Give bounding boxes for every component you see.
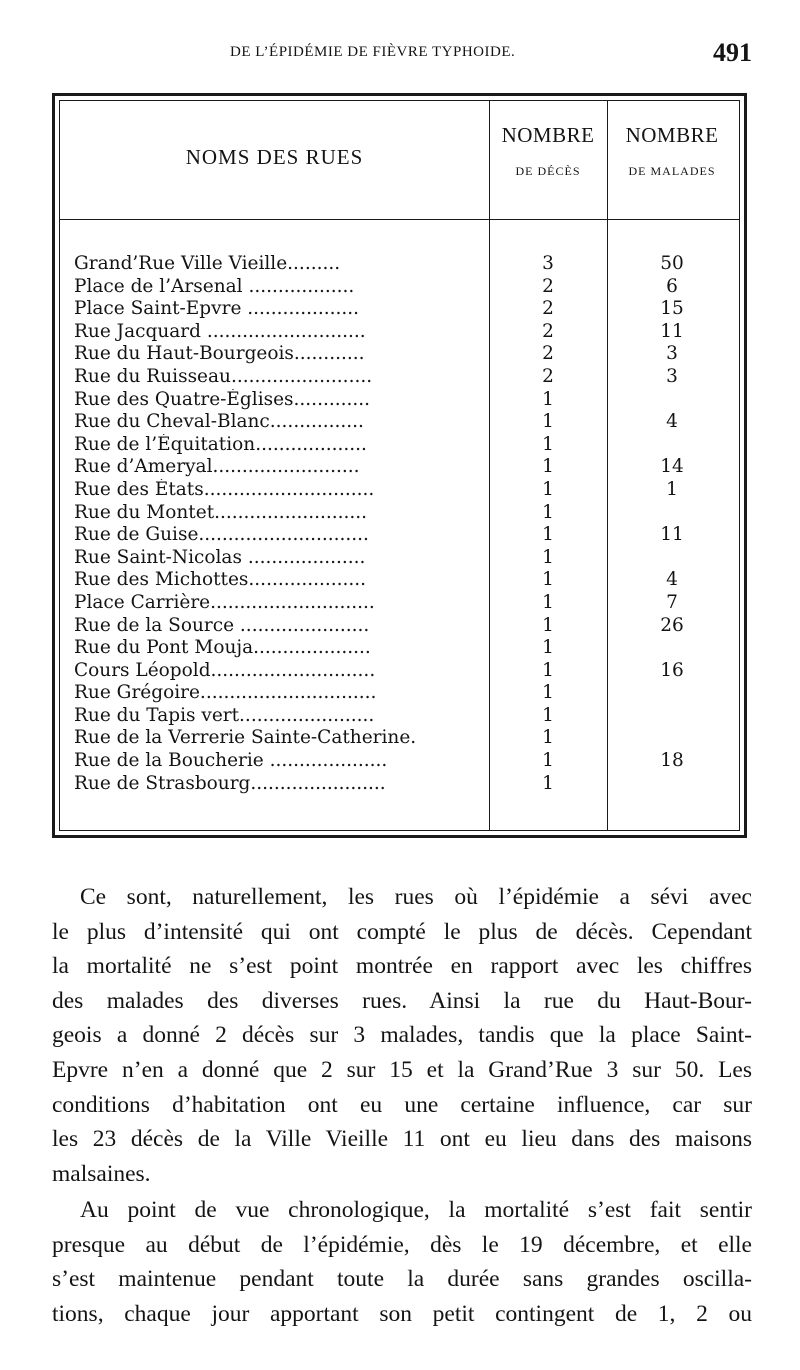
- street-name: Rue Saint-Nicolas ....................: [74, 546, 366, 568]
- table-row: [60, 524, 739, 547]
- street-name: Rue du Ruisseau........................: [74, 365, 373, 387]
- patients-count: 4: [666, 411, 678, 433]
- street-name: Rue de Strasbourg.......................: [74, 772, 386, 794]
- street-name: Rue du Montet..........................: [74, 501, 368, 523]
- patients-count: 15: [660, 298, 684, 320]
- deaths-count: 3: [542, 253, 554, 274]
- deaths-count: 1: [542, 727, 554, 749]
- deaths-count: 1: [542, 478, 554, 500]
- running-title: DE L’ÉPIDÉMIE DE FIÈVRE TYPHOIDE.: [230, 44, 516, 60]
- street-name: Rue des États.............................: [74, 478, 375, 500]
- table-row: [60, 705, 739, 728]
- patients-count: 14: [660, 456, 684, 478]
- text-line: le plus d’intensité qui ont compté le plus de décès. Cependant: [52, 918, 752, 945]
- patients-count: 18: [660, 750, 684, 772]
- street-name: Rue du Cheval-Blanc................: [74, 411, 364, 433]
- deaths-count: 2: [542, 365, 554, 387]
- text-line: les 23 décès de la Ville Vieille 11 ont eu lieu dans des maisons: [52, 1126, 752, 1153]
- text-line: des malades des diverses rues. Ainsi la rue du Haut-Bour-: [52, 987, 752, 1014]
- table-row: [60, 773, 739, 796]
- table-row: [60, 389, 739, 412]
- street-name: Rue d’Ameryal.........................: [74, 456, 360, 478]
- street-name: Cours Léopold............................: [74, 659, 376, 681]
- text-line: Au point de vue chronologique, la mortalité s’est fait sentir: [80, 1197, 752, 1223]
- table-row: [60, 727, 739, 750]
- street-name: Rue du Haut-Bourgeois............: [74, 343, 365, 365]
- column-header-deaths: [489, 123, 607, 179]
- patients-count: 4: [666, 569, 678, 591]
- table-row: [60, 276, 739, 299]
- street-name: Rue de l’Équitation...................: [74, 433, 367, 455]
- text-line: geois a donné 2 décès sur 3 malades, tandis que la place Saint-: [52, 1022, 752, 1049]
- text-line: presque au début de l’épidémie, dès le 19 décembre, et elle: [52, 1231, 752, 1258]
- column-header-patients-bottom: DE MALADES: [628, 164, 716, 178]
- street-name: Grand’Rue Ville Vieille.........: [74, 253, 341, 274]
- paragraph-1: [52, 880, 752, 1191]
- deaths-count: 1: [542, 704, 554, 726]
- street-name: Rue de la Verrerie Sainte-Catherine.: [74, 727, 417, 749]
- deaths-count: 1: [542, 637, 554, 659]
- page-header: [52, 40, 752, 80]
- table-row: [60, 343, 739, 366]
- patients-count: 16: [660, 659, 684, 681]
- deaths-count: 1: [542, 750, 554, 772]
- table-row: [60, 750, 739, 773]
- text-line: la mortalité ne s’est point montrée en rapport avec les chiffres: [52, 953, 752, 980]
- deaths-count: 1: [542, 433, 554, 455]
- text-line: tions, chaque jour apportant son petit contingent de 1, 2 ou: [52, 1300, 752, 1327]
- deaths-count: 2: [542, 275, 554, 297]
- table-row: [60, 479, 739, 502]
- table-row: [60, 456, 739, 479]
- column-header-deaths-bottom: DE DÉCÈS: [515, 164, 581, 178]
- deaths-count: 1: [542, 456, 554, 478]
- deaths-count: 1: [542, 388, 554, 410]
- deaths-count: 1: [542, 501, 554, 523]
- page-number: 491: [713, 38, 752, 67]
- table-row: [60, 682, 739, 705]
- table-row: [60, 253, 739, 276]
- table-row: [60, 366, 739, 389]
- patients-count: 50: [660, 253, 684, 274]
- deaths-count: 2: [542, 343, 554, 365]
- text-line: malsaines.: [52, 1160, 151, 1187]
- street-name: Rue du Pont Mouja....................: [74, 637, 371, 659]
- street-name: Rue des Michottes....................: [74, 569, 367, 591]
- text-line: Epvre n’en a donné que 2 sur 15 et la Grand’Rue 3 sur 50. Les: [52, 1056, 752, 1083]
- street-name: Place Carrière............................: [74, 591, 375, 613]
- patients-count: 6: [666, 275, 678, 297]
- table-body: [60, 253, 739, 795]
- table-row: [60, 411, 739, 434]
- table-row: [60, 502, 739, 525]
- deaths-count: 1: [542, 569, 554, 591]
- patients-count: 26: [660, 614, 684, 636]
- column-header-patients-top: NOMBRE: [625, 123, 719, 147]
- patients-count: 1: [666, 478, 678, 500]
- patients-count: 11: [660, 320, 684, 342]
- patients-count: 3: [666, 365, 678, 387]
- table-inner-border: [59, 100, 740, 831]
- table-row: [60, 321, 739, 344]
- deaths-count: 1: [542, 546, 554, 568]
- street-name: Rue de la Boucherie ....................: [74, 750, 388, 772]
- patients-count: 11: [660, 524, 684, 546]
- table-row: [60, 298, 739, 321]
- header-rule: [60, 219, 739, 220]
- table-row: [60, 569, 739, 592]
- text-line: conditions d’habitation ont eu une certaine influence, car sur: [52, 1091, 752, 1118]
- text-line: s’est maintenue pendant toute la durée sans grandes oscilla-: [52, 1266, 752, 1293]
- column-header-patients: [607, 123, 737, 179]
- street-name: Rue Jacquard ...........................: [74, 320, 366, 342]
- street-name: Rue de Guise.............................: [74, 524, 369, 546]
- paragraph-2: [52, 1193, 752, 1331]
- streets-table: [52, 93, 747, 838]
- table-row: [60, 637, 739, 660]
- deaths-count: 1: [542, 659, 554, 681]
- street-name: Rue du Tapis vert.......................: [74, 704, 375, 726]
- table-row: [60, 615, 739, 638]
- deaths-count: 2: [542, 320, 554, 342]
- table-row: [60, 592, 739, 615]
- deaths-count: 2: [542, 298, 554, 320]
- column-header-deaths-top: NOMBRE: [501, 123, 595, 147]
- deaths-count: 1: [542, 524, 554, 546]
- table-row: [60, 660, 739, 683]
- deaths-count: 1: [542, 591, 554, 613]
- street-name: Rue de la Source ......................: [74, 614, 370, 636]
- deaths-count: 1: [542, 614, 554, 636]
- street-name: Rue des Quatre-Églises.............: [74, 388, 370, 410]
- street-name: Place de l’Arsenal ..................: [74, 275, 355, 297]
- patients-count: 7: [666, 591, 678, 613]
- street-name: Rue Grégoire..............................: [74, 682, 377, 704]
- patients-count: 3: [666, 343, 678, 365]
- table-row: [60, 434, 739, 457]
- text-line: Ce sont, naturellement, les rues où l’épidémie a sévi avec: [80, 884, 752, 910]
- deaths-count: 1: [542, 411, 554, 433]
- table-row: [60, 547, 739, 570]
- column-header-street-names: NOMS DES RUES: [185, 145, 364, 169]
- deaths-count: 1: [542, 682, 554, 704]
- street-name: Place Saint-Epvre ...................: [74, 298, 360, 320]
- deaths-count: 1: [542, 772, 554, 794]
